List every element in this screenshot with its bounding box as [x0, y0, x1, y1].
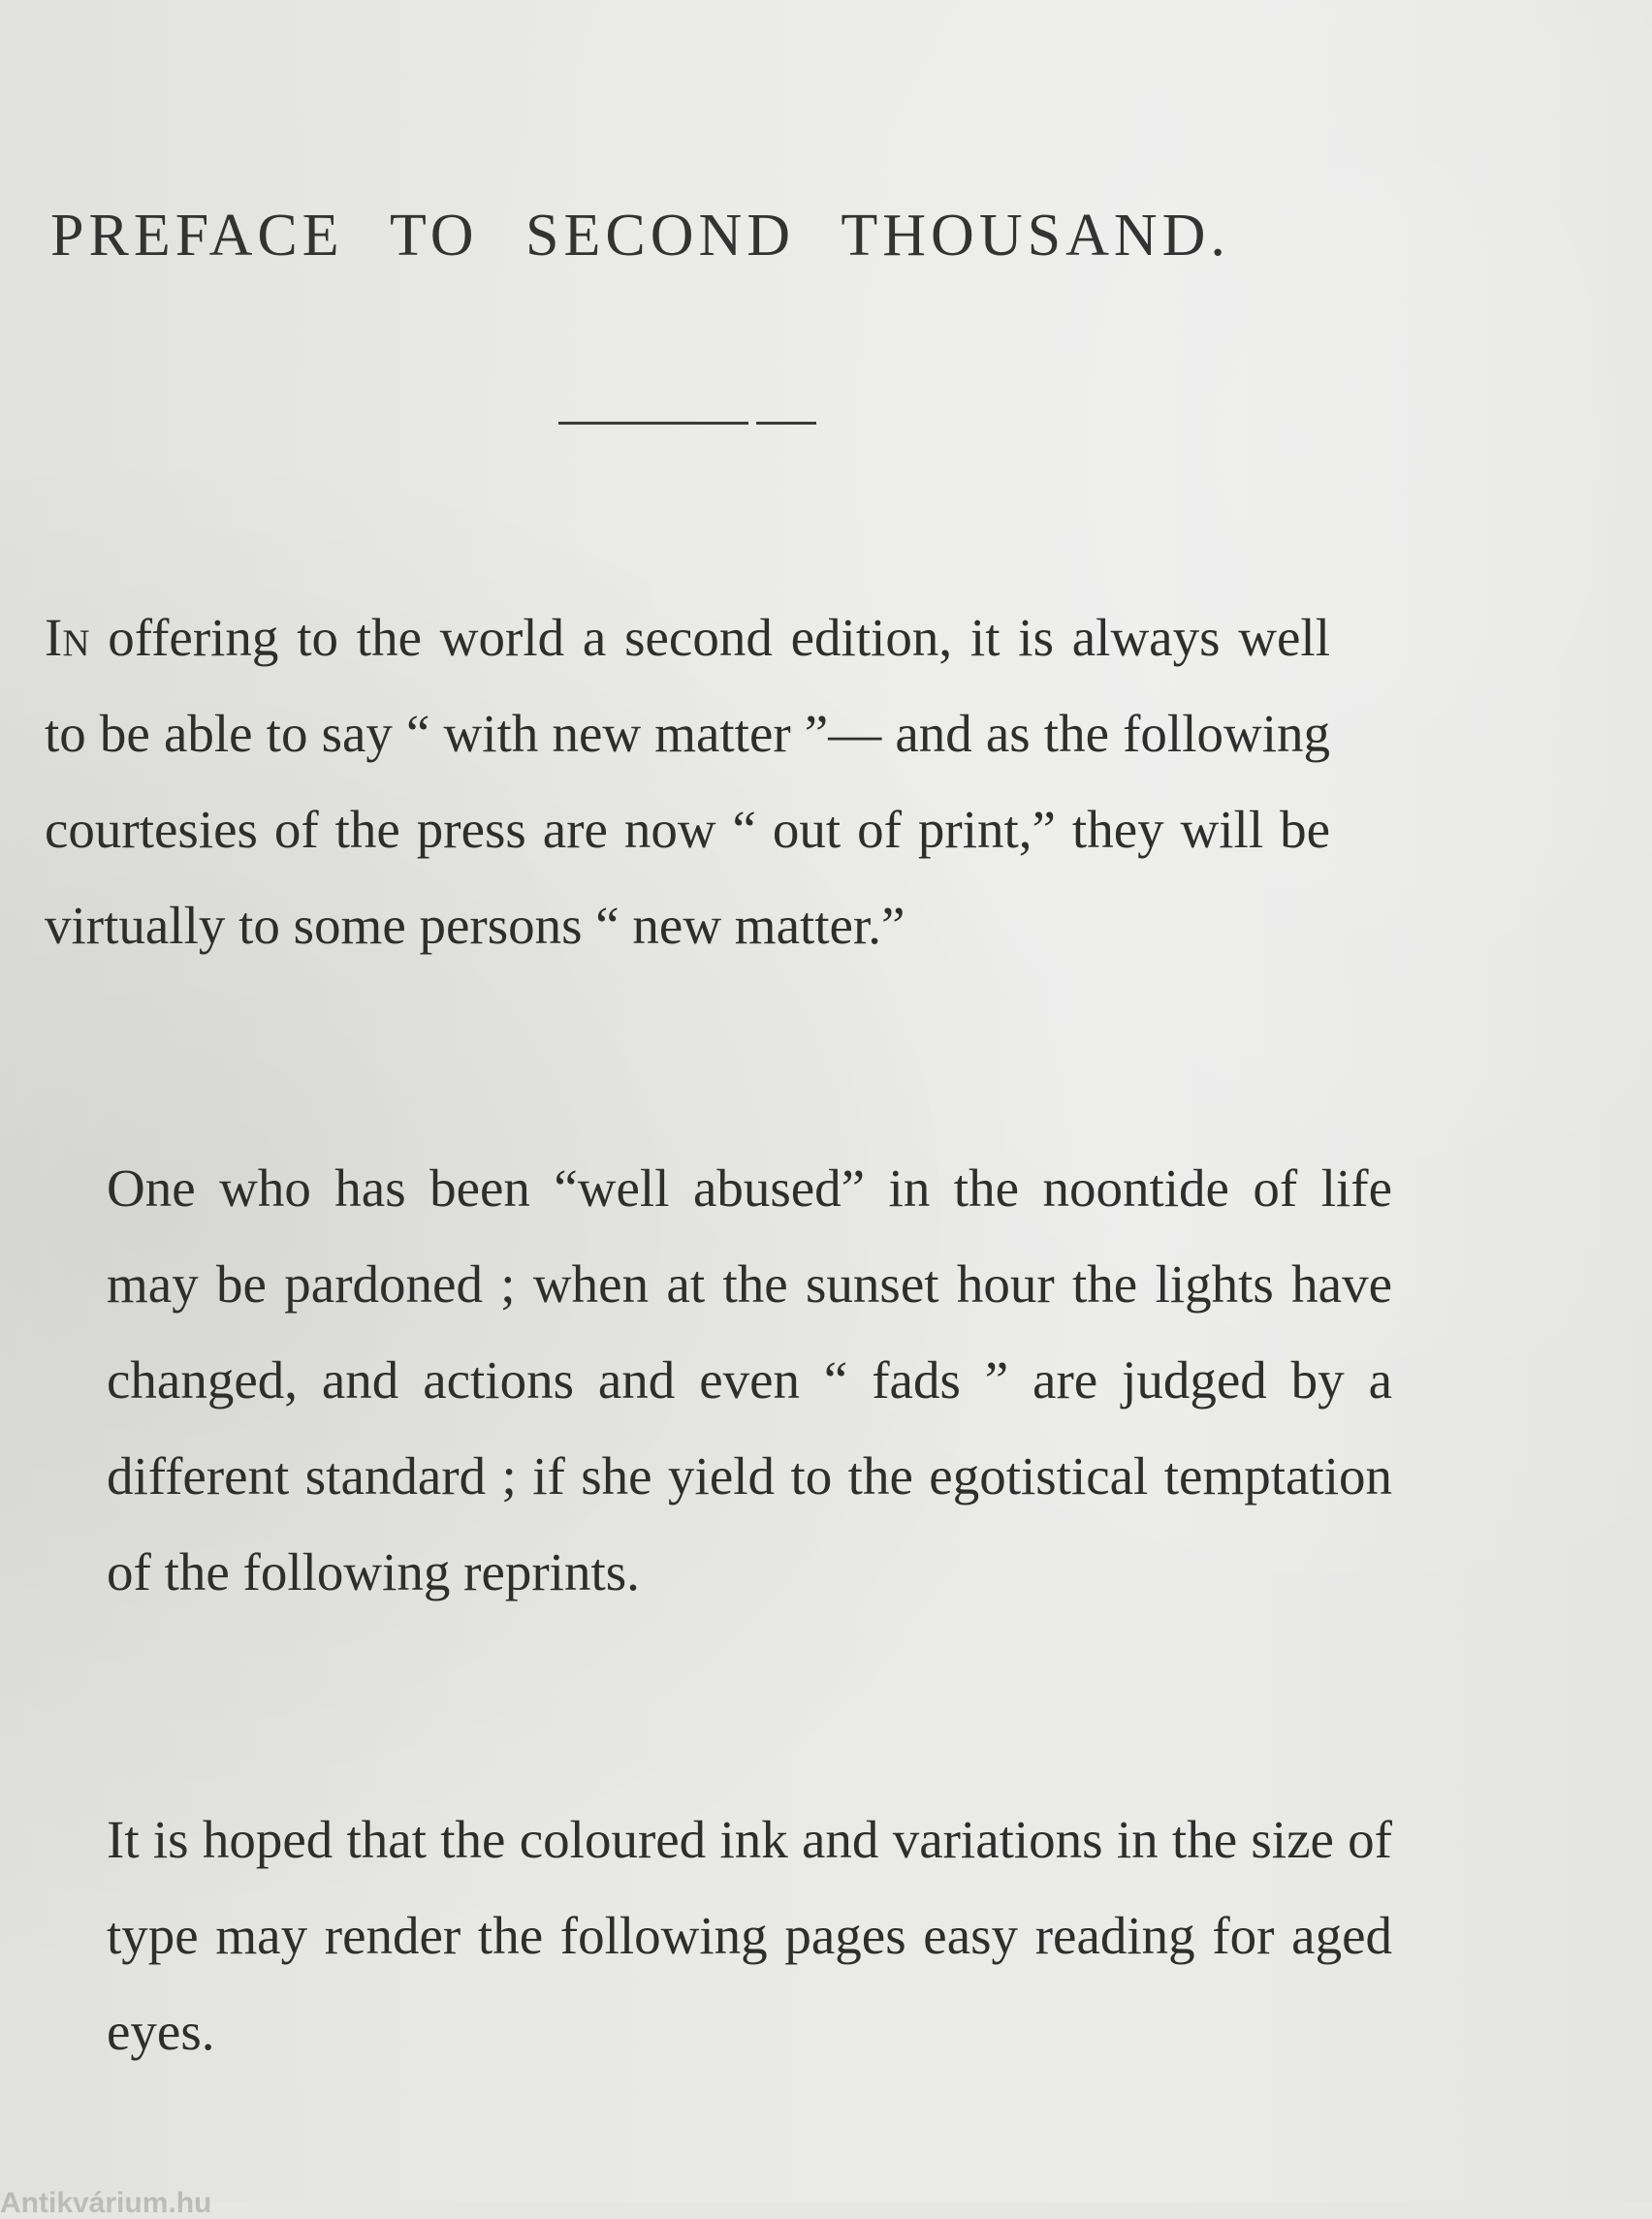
paragraph-1-initial: In	[45, 608, 90, 667]
page-title: PREFACE TO SECOND THOUSAND.	[50, 203, 1230, 269]
title-divider-end	[756, 422, 816, 425]
paragraph-1-text: offering to the world a second edition, it is always well to be able to say “ with new matter ”— and as the following courtesies of the press are now “ out of print,” they will be virtually to some persons “ new matter.”	[45, 608, 1330, 955]
title-divider	[558, 422, 748, 425]
footer-watermark: Antikvárium.hu	[0, 2187, 212, 2219]
paragraph-1	[45, 589, 1330, 973]
paragraph-3: It is hoped that the coloured ink and variations in the size of type may render the following pages easy reading for aged eyes.	[107, 1810, 1392, 2061]
paragraph-2: One who has been “well abused” in the noontide of life may be pardoned ; when at the sunset hour the lights have changed, and actions and even “ fads ” are judged by a different standard ; if she yield to the egotistical temptation of the following reprints.	[107, 1158, 1392, 1601]
